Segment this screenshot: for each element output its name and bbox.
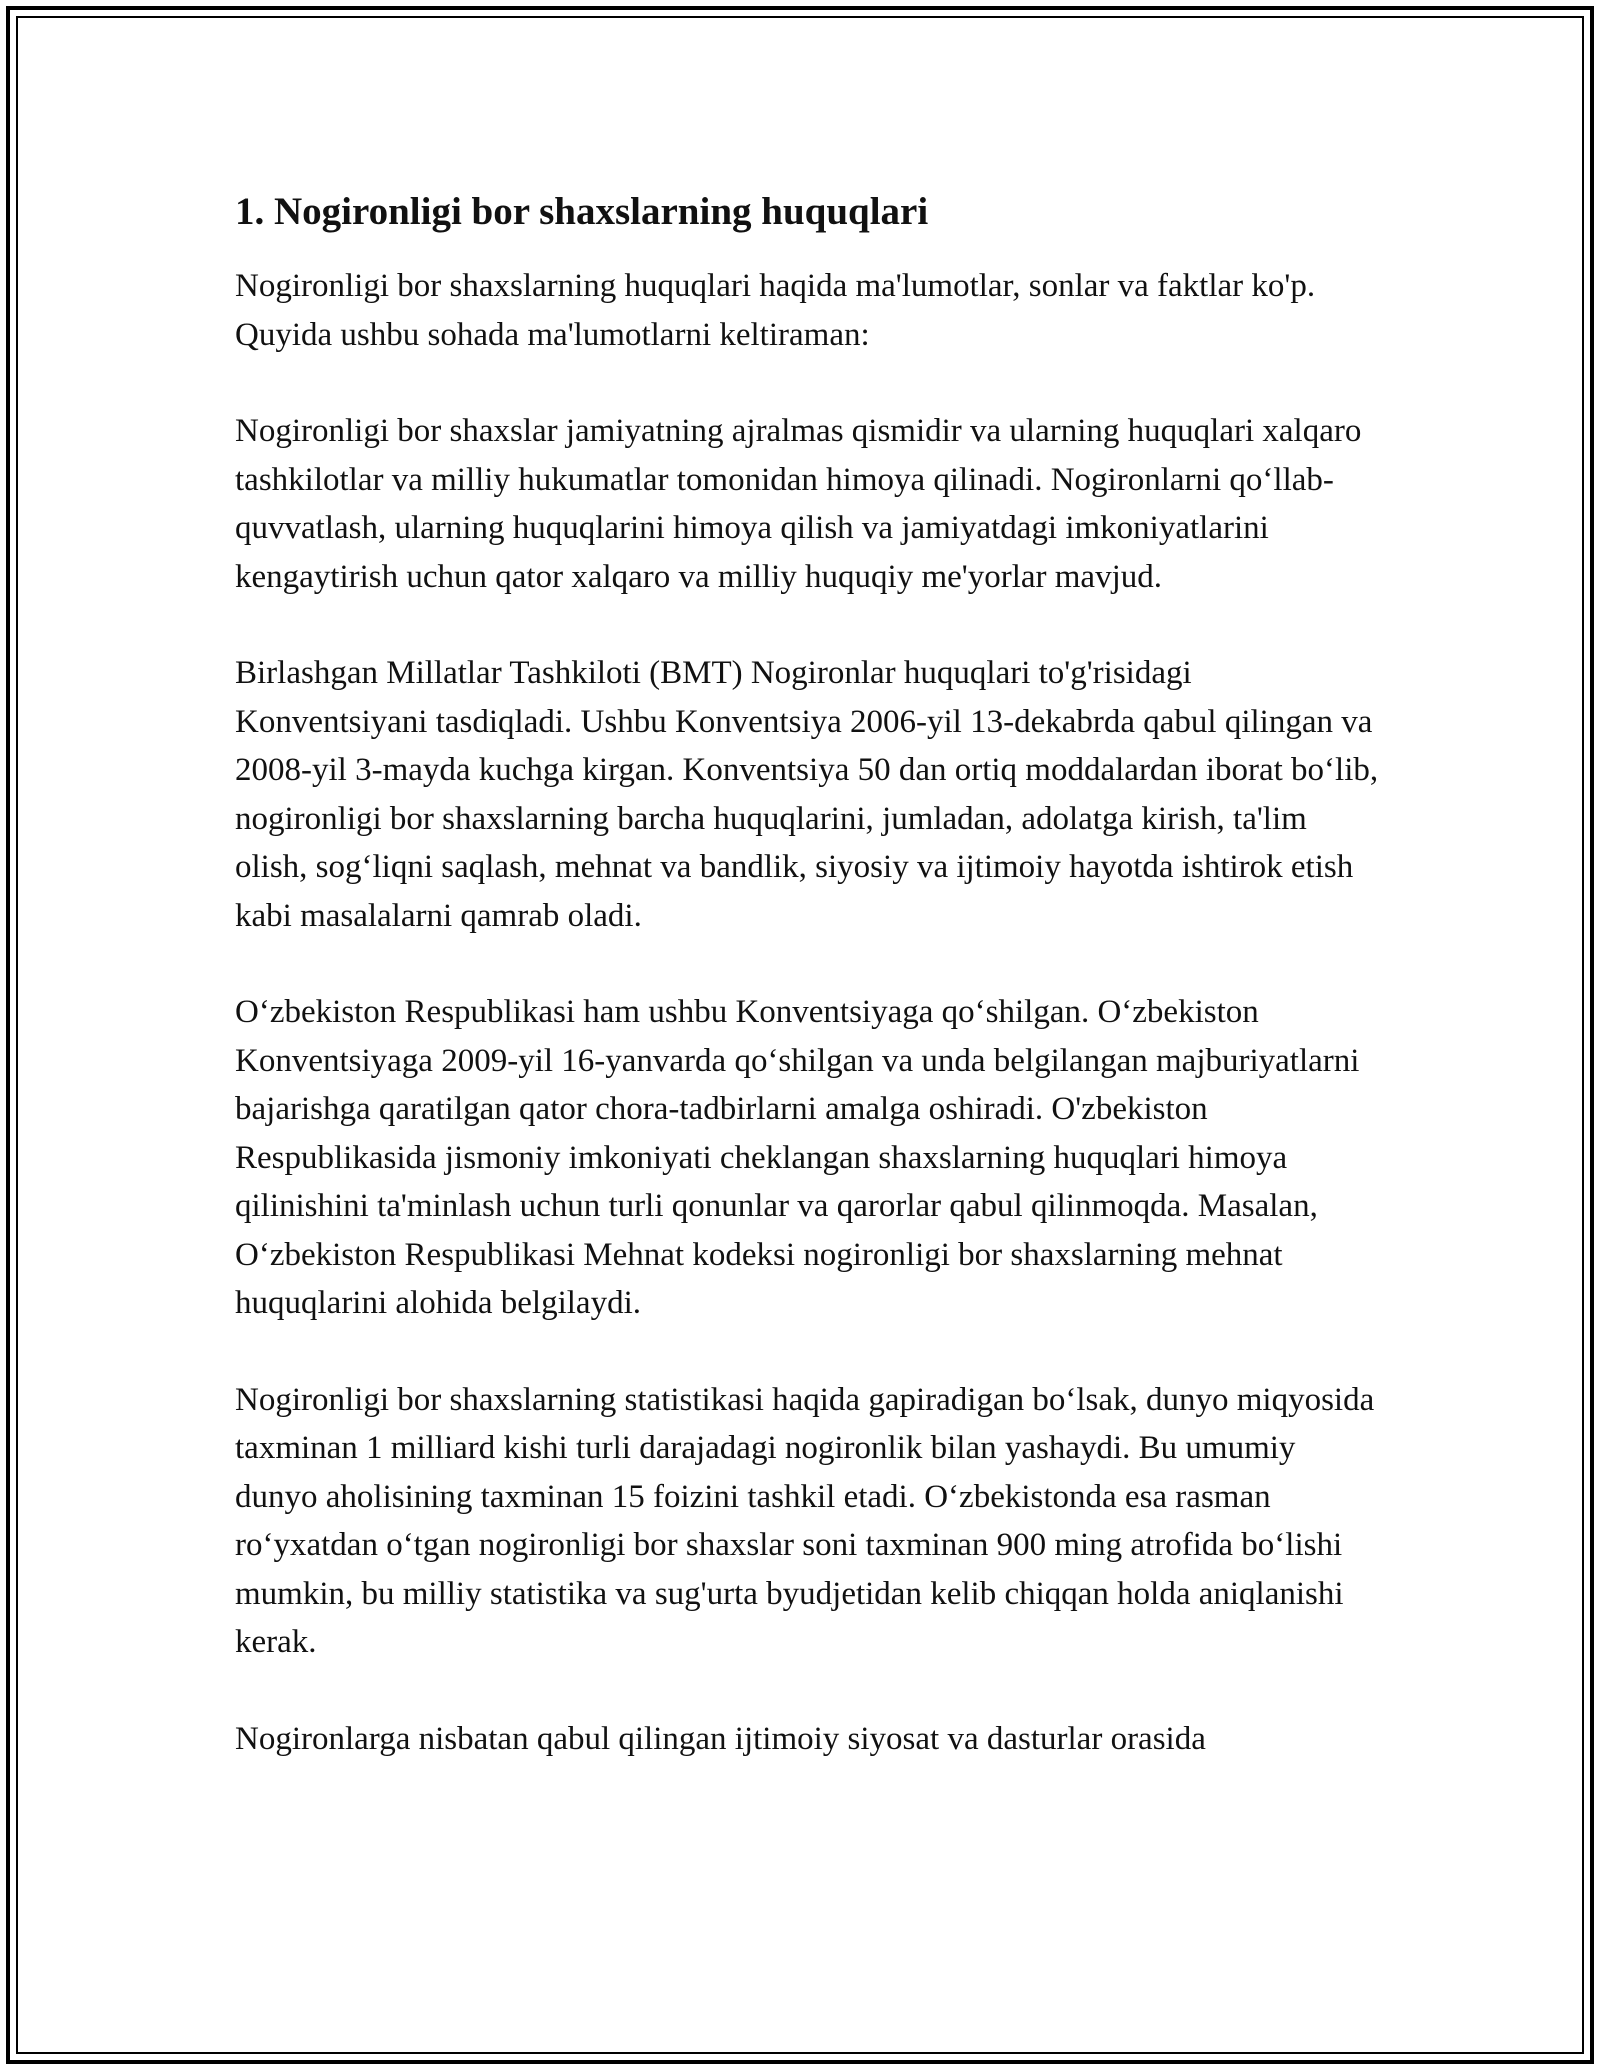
- paragraph-social-policy: Nogironlarga nisbatan qabul qilingan ijtimoiy siyosat va dasturlar orasida: [235, 1720, 1206, 1757]
- paragraph-intro: Nogironligi bor shaxslarning huquqlari haqida ma'lumotlar, sonlar va faktlar ko'p. Quyida ushbu sohada ma'lumotlarni keltiraman:: [235, 268, 1316, 353]
- section-heading: 1. Nogironligi bor shaxslarning huquqlari: [235, 190, 929, 233]
- paragraph-uzbekistan: O‘zbekiston Respublikasi ham ushbu Konventsiyaga qo‘shilgan. O‘zbekiston Konventsiyaga 2009-yil 16-yanvarda qo‘shilgan va unda belgilangan majburiyatlarni bajarishga qaratilgan qator chora-tadbirlarni amalga oshiradi. O'zbekiston Respublikasida jismoniy imkoniyati cheklangan shaxslarning huquqlari himoya qilinishini ta'minlash uchun turli qonunlar va qarorlar qabul qilinmoqda. Masalan, O‘zbekiston Respublikasi Mehnat kodeksi nogironligi bor shaxslarning mehnat huquqlarini alohida belgilaydi.: [235, 994, 1360, 1321]
- paragraph-statistics: Nogironligi bor shaxslarning statistikasi haqida gapiradigan bo‘lsak, dunyo miqyosida taxminan 1 milliard kishi turli darajadagi nogironlik bilan yashaydi. Bu umumiy dunyo aholisining taxminan 15 foizini tashkil etadi. O‘zbekistonda esa rasman ro‘yxatdan o‘tgan nogironligi bor shaxslar soni taxminan 900 ming atrofida bo‘lishi mumkin, bu milliy statistika va sug'urta byudjetidan kelib chiqqan holda aniqlanishi kerak.: [235, 1381, 1375, 1660]
- document-body: [235, 186, 1385, 1811]
- paragraph-un-convention: Birlashgan Millatlar Tashkiloti (BMT) Nogironlar huquqlari to'g'risidagi Konventsiyani tasdiqladi. Ushbu Konventsiya 2006-yil 13-dekabrda qabul qilingan va 2008-yil 3-mayda kuchga kirgan. Konventsiya 50 dan ortiq moddalardan iborat bo‘lib, nogironligi bor shaxslarning barcha huquqlarini, jumladan, adolatga kirish, ta'lim olish, sog‘liqni saqlash, mehnat va bandlik, siyosiy va ijtimoiy hayotda ishtirok etish kabi masalalarni qamrab oladi.: [235, 655, 1379, 934]
- paragraph-society: Nogironligi bor shaxslar jamiyatning ajralmas qismidir va ularning huquqlari xalqaro tashkilotlar va milliy hukumatlar tomonidan himoya qilinadi. Nogironlarni qo‘llab-quvvatlash, ularning huquqlarini himoya qilish va jamiyatdagi imkoniyatlarini kengaytirish uchun qator xalqaro va milliy huquqiy me'yorlar mavjud.: [235, 413, 1362, 595]
